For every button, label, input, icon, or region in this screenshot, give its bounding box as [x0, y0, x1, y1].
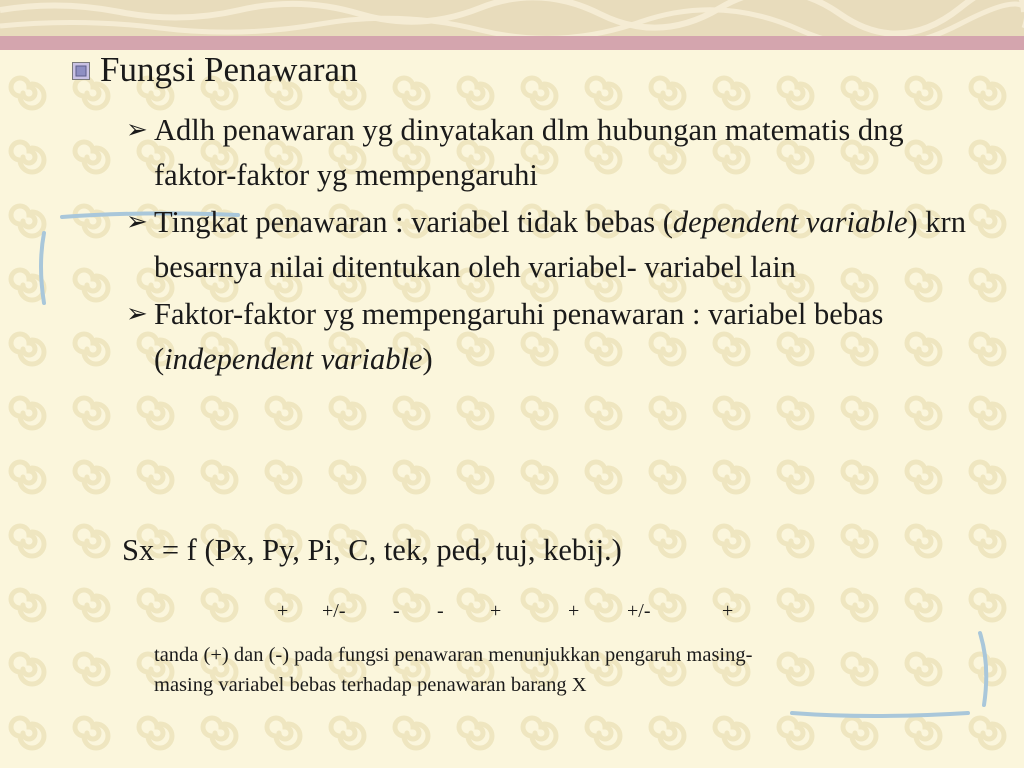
sign-indicator: +/-	[627, 600, 651, 622]
list-item	[126, 292, 976, 382]
supply-function-formula: Sx = f (Px, Py, Pi, C, tek, ped, tuj, kebij.)	[122, 533, 622, 567]
list-item-italic-term: independent variable	[164, 342, 423, 376]
note-line: masing variabel bebas terhadap penawaran barang X	[154, 674, 587, 696]
sign-indicator: -	[437, 600, 444, 622]
sign-indicator: -	[393, 600, 400, 622]
sign-indicator: +	[568, 600, 580, 622]
explanatory-note	[154, 640, 924, 700]
list-item-text-part: Tingkat penawaran : variabel tidak bebas (	[154, 205, 673, 239]
arrow-bullet-icon: ➢	[126, 299, 148, 329]
sign-indicator: +/-	[322, 600, 346, 622]
slide-title-row	[72, 48, 358, 92]
list-item-italic-term: dependent variable	[672, 205, 908, 239]
list-item	[126, 108, 976, 198]
list-item-text-part: )	[422, 342, 433, 376]
slide-title: Fungsi Penawaran	[100, 50, 358, 89]
sign-indicator: +	[490, 600, 502, 622]
sign-indicator: +	[277, 600, 289, 622]
list-item	[126, 200, 976, 290]
bullet-list	[126, 108, 976, 384]
sign-indicator: +	[722, 600, 734, 622]
list-item-text-part: Faktor-faktor yg mempengaruhi penawaran : variabel bebas (	[154, 297, 884, 376]
list-item-text	[154, 200, 976, 290]
list-item-text: Adlh penawaran yg dinyatakan dlm hubungan matematis dng faktor-faktor yg mempengaruhi	[154, 113, 904, 192]
square-bullet-icon	[72, 62, 90, 80]
arrow-bullet-icon: ➢	[126, 207, 148, 237]
list-item-text	[154, 292, 976, 382]
list-item-text-part: ) krn besarnya nilai ditentukan oleh variabel- variabel lain	[154, 205, 966, 284]
arrow-bullet-icon: ➢	[126, 115, 148, 145]
note-line: tanda (+) dan (-) pada fungsi penawaran menunjukkan pengaruh masing-	[154, 644, 753, 666]
